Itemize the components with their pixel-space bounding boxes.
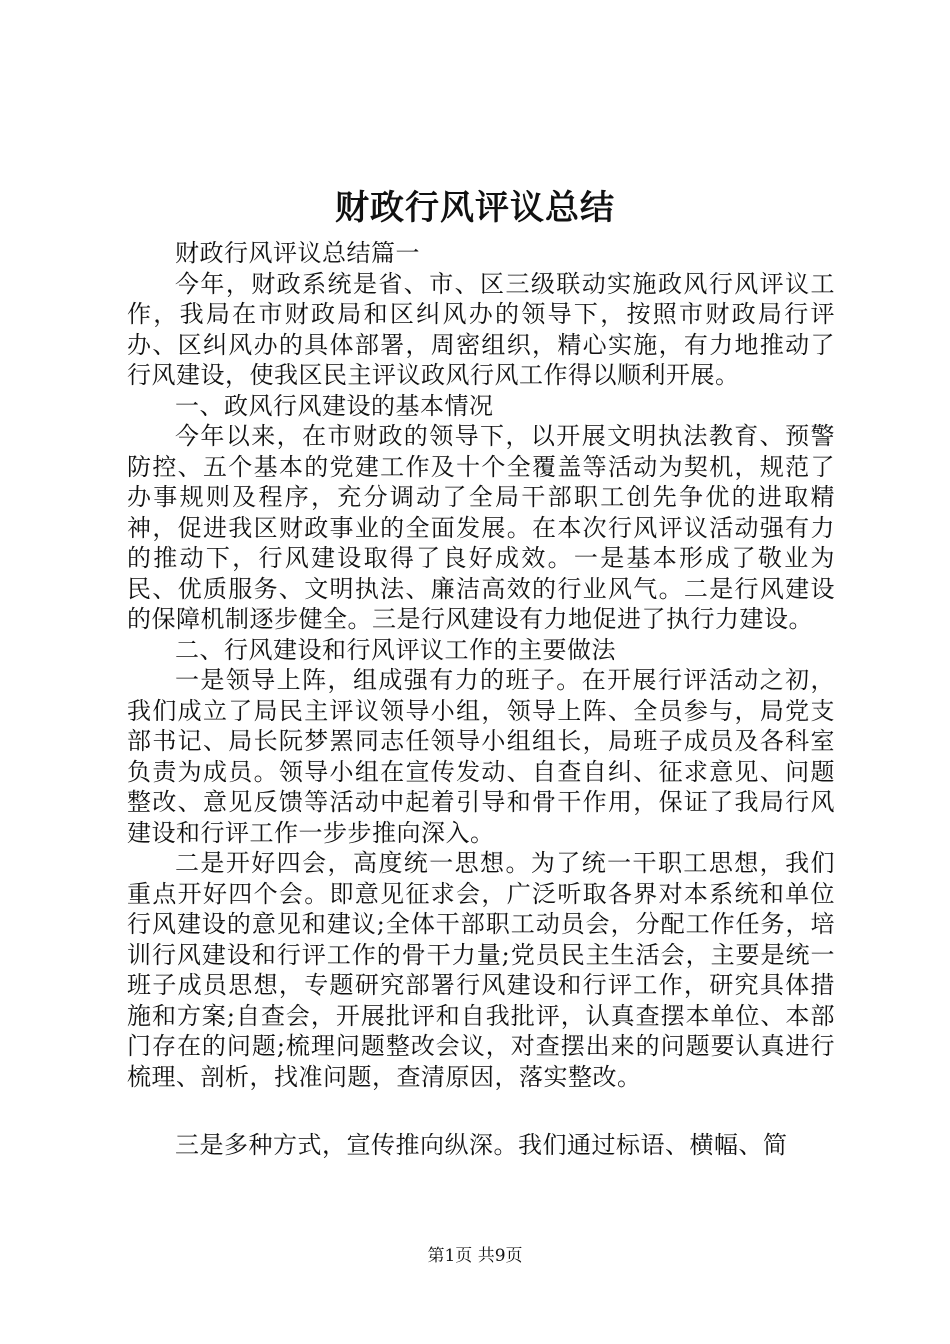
- practice-three-paragraph: 三是多种方式，宣传推向纵深。我们通过标语、横幅、简: [175, 1131, 788, 1159]
- document-title: 财政行风评议总结: [335, 188, 615, 228]
- section-heading-main-practices: 二、行风建设和行风评议工作的主要做法: [175, 635, 616, 664]
- document-body: [127, 238, 835, 1161]
- section-heading-basic-situation: 一、政风行风建设的基本情况: [175, 391, 494, 420]
- section-heading-part-one: 财政行风评议总结篇一: [175, 239, 420, 267]
- intro-paragraph: 今年，财政系统是省、市、区三级联动实施政风行风评议工作，我局在市财政局和区纠风办的领导下，按照市财政局行评办、区纠风办的具体部署，周密组织，精心实施，有力地推动了行风建设，使我区民主评议政风行风工作得以顺利开展。: [127, 269, 835, 389]
- practice-one-paragraph: 一是领导上阵，组成强有力的班子。在开展行评活动之初，我们成立了局民主评议领导小组，领导上阵、全员参与，局党支部书记、局长阮梦罴同志任领导小组组长，局班子成员及各科室负责为成员。领导小组在宣传发动、自查自纠、征求意见、问题整改、意见反馈等活动中起着引导和骨干作用，保证了我局行风建设和行评工作一步步推向深入。: [127, 666, 835, 847]
- practice-two-paragraph: 二是开好四会，高度统一思想。为了统一干职工思想，我们重点开好四个会。即意见征求会，广泛听取各界对本系统和单位行风建设的意见和建议;全体干部职工动员会，分配工作任务，培训行风建设和行评工作的骨干力量;党员民主生活会，主要是统一班子成员思想，专题研究部署行风建设和行评工作，研究具体措施和方案;自查会，开展批评和自我批评，认真查摆本单位、本部门存在的问题;梳理问题整改会议，对查摆出来的问题要认真进行梳理、剖析，找准问题，查清原因，落实整改。: [127, 849, 835, 1091]
- page-number-footer: 第1页 共9页: [427, 1246, 523, 1266]
- basic-situation-paragraph: 今年以来，在市财政的领导下，以开展文明执法教育、预警防控、五个基本的党建工作及十个全覆盖等活动为契机，规范了办事规则及程序，充分调动了全局干部职工创先争优的进取精神，促进我区财政事业的全面发展。在本次行风评议活动强有力的推动下，行风建设取得了良好成效。一是基本形成了敬业为民、优质服务、文明执法、廉洁高效的行业风气。二是行风建设的保障机制逐步健全。三是行风建设有力地促进了执行力建设。: [127, 422, 835, 633]
